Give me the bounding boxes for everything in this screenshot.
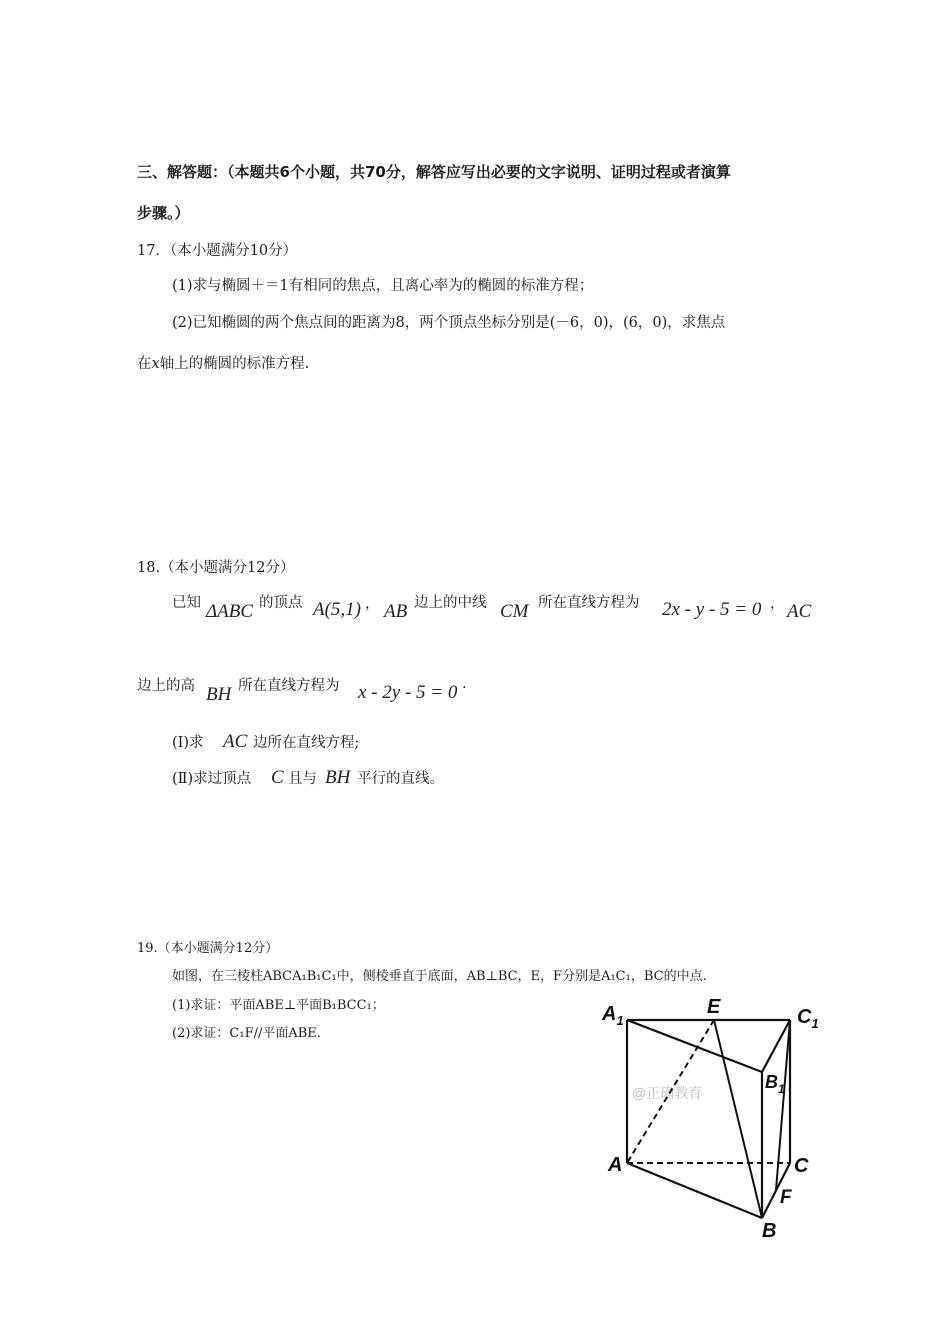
q19-part2: (2)求证：C₁F//平面ABE. — [172, 1026, 321, 1041]
q17-header: 17．（本小题满分10分） — [137, 243, 298, 259]
q18-comma-2: ， — [770, 596, 785, 612]
q18-part2-label: (Ⅱ)求过顶点 — [172, 771, 252, 787]
section-heading-line2: 步骤。） — [137, 204, 190, 222]
q18-math-eq-cm: 2x - y - 5 = 0 — [662, 599, 762, 620]
q17-part2-pre: 在 — [137, 356, 152, 372]
q18-math-eq-bh: x - 2y - 5 = 0 — [358, 682, 458, 703]
q17-part1: (1)求与椭圆＋＝1有相同的焦点，且离心率为的椭圆的标准方程； — [172, 278, 594, 294]
figure-watermark: @正确教育 — [632, 1085, 703, 1101]
q18-part2-math-bh: BH — [325, 767, 351, 788]
q18-math-point-a: A(5,1) — [313, 599, 362, 620]
segment-e-b — [714, 1020, 762, 1218]
q18-text-vertex: 的顶点 — [259, 595, 303, 611]
q19-statement: 如图，在三棱柱ABCA₁B₁C₁中，侧棱垂直于底面，AB⊥BC，E，F分别是A₁C₁，BC的中点. — [172, 969, 707, 984]
q18-part2-text-and: 且与 — [288, 771, 317, 787]
q18-part2-math-c: C — [271, 767, 284, 788]
prism-figure — [590, 990, 850, 1250]
q18-math-cm: CM — [500, 601, 529, 622]
q17-part2-post: 轴上的椭圆的标准方程. — [159, 356, 310, 372]
q18-math-ab: AB — [384, 601, 408, 622]
label-b: B — [762, 1220, 777, 1242]
q18-text-line-eq-2: 所在直线方程为 — [238, 678, 340, 694]
edge-a1-b1 — [627, 1020, 762, 1072]
q18-part1-text: 边所在直线方程; — [253, 735, 360, 751]
q18-period: . — [462, 676, 467, 692]
q18-part1-label: (Ⅰ)求 — [172, 735, 204, 751]
q18-part2-text-end: 平行的直线。 — [357, 771, 444, 787]
label-e: E — [707, 996, 721, 1018]
q18-text-median: 边上的中线 — [414, 595, 487, 611]
q19-part1: (1)求证：平面ABE⊥平面B₁BCC₁； — [172, 998, 385, 1013]
section-heading-line1: 三、解答题：（本题共6个小题，共70分，解答应写出必要的文字说明、证明过程或者演算 — [137, 163, 731, 181]
edge-a-b — [627, 1163, 762, 1218]
q18-header: 18.（本小题满分12分） — [137, 560, 295, 576]
label-c: C — [794, 1155, 809, 1177]
q18-math-bh: BH — [206, 684, 232, 705]
label-a: A — [608, 1154, 623, 1176]
label-f: F — [780, 1187, 792, 1208]
q18-text-line-eq: 所在直线方程为 — [538, 595, 640, 611]
q18-part1-math-ac: AC — [223, 731, 248, 752]
q19-header: 19.（本小题满分12分） — [137, 941, 279, 956]
segment-c1-f — [776, 1020, 790, 1190]
q17-part2-line2 — [137, 352, 309, 373]
q17-var-x: x — [151, 356, 160, 372]
q18-math-triangle: ΔABC — [206, 601, 254, 622]
q18-text-known: 已知 — [172, 595, 201, 611]
q18-text-altitude: 边上的高 — [137, 678, 195, 694]
q18-comma-1: ， — [365, 596, 380, 612]
label-a1: $A_1$ — [602, 1003, 624, 1028]
q18-math-ac: AC — [787, 601, 812, 622]
label-b1: $B_1$ — [765, 1072, 785, 1096]
q17-part2-line1: (2)已知椭圆的两个焦点间的距离为8，两个顶点坐标分别是(－6，0)，(6，0)，求焦点 — [172, 315, 726, 331]
label-c1: $C_1$ — [797, 1006, 819, 1031]
